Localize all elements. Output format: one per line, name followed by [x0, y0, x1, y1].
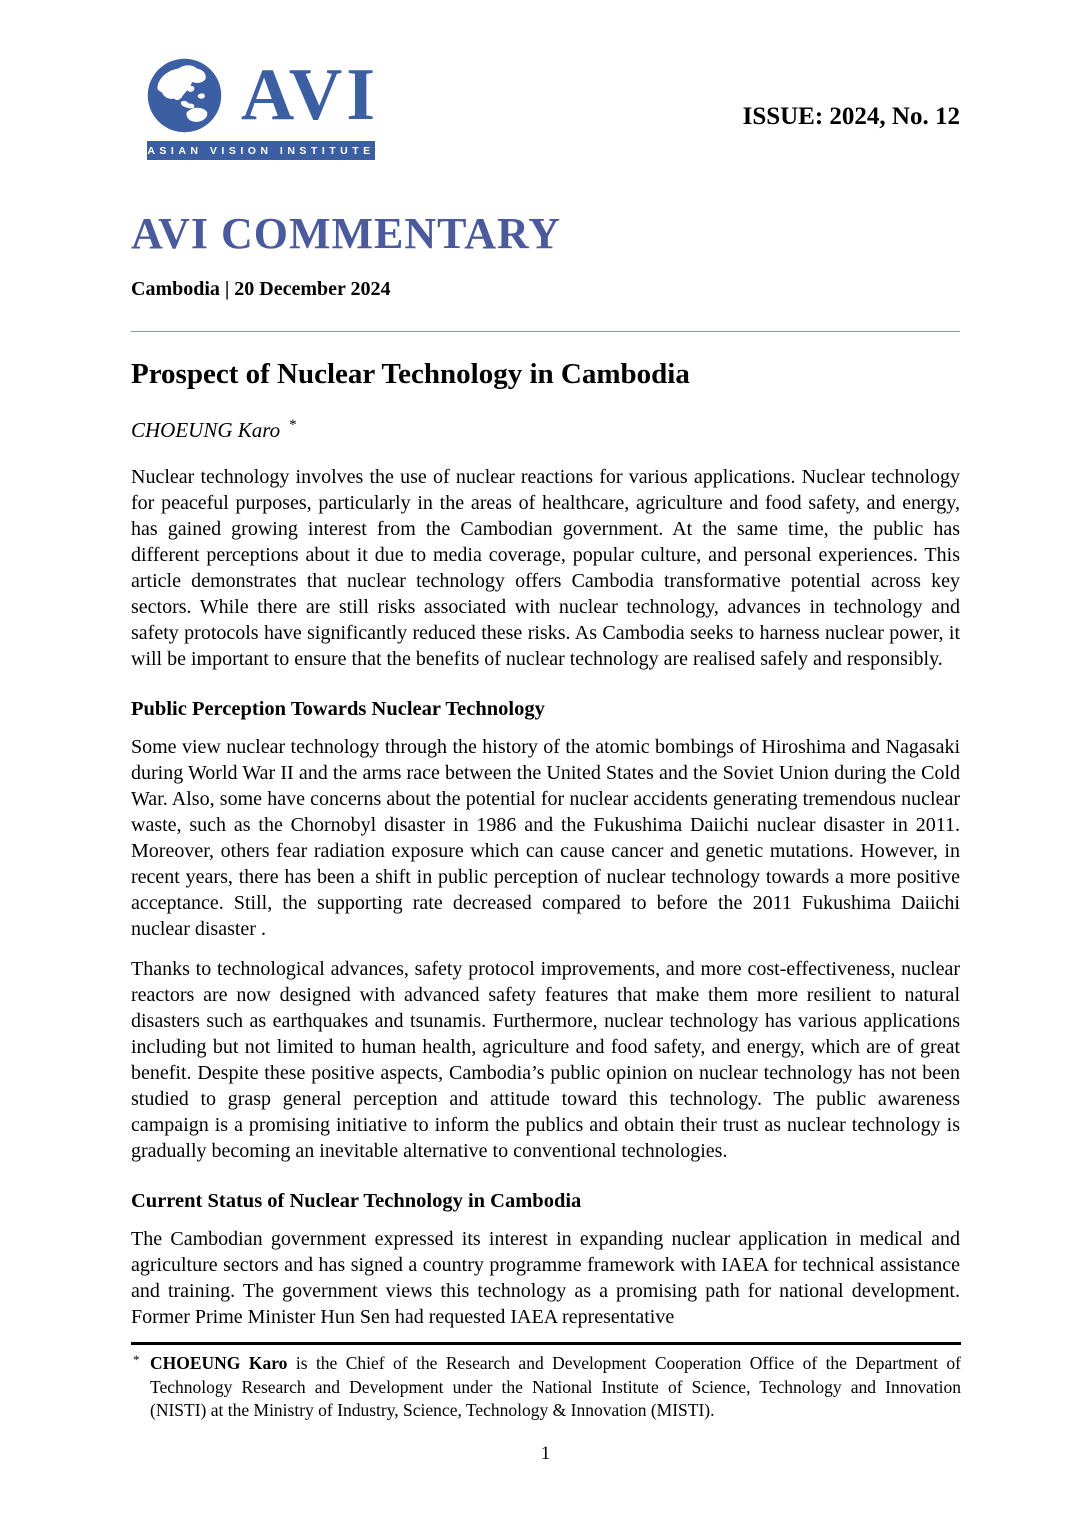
footnote [131, 1352, 961, 1423]
avi-logo-tagline-bar [147, 141, 375, 160]
article-title: Prospect of Nuclear Technology in Cambodia [131, 358, 690, 390]
author-name: CHOEUNG Karo [131, 418, 281, 442]
avi-logo-top [147, 53, 379, 136]
footnote-marker: * [133, 1352, 140, 1367]
page-number: 1 [540, 1443, 551, 1464]
author-line [131, 412, 960, 443]
page-header [131, 55, 960, 160]
section-heading-public-perception: Public Perception Towards Nuclear Technology [131, 698, 545, 720]
section-heading-current-status: Current Status of Nuclear Technology in Cambodia [131, 1190, 582, 1212]
masthead-title: AVI COMMENTARY [131, 209, 562, 258]
avi-logo-acronym: AVI [240, 53, 379, 136]
globe-icon [147, 58, 222, 133]
avi-logo [147, 53, 379, 160]
footnote-text: is the Chief of the Research and Development Cooperation Office of the Department of Technology Research and Development under the National Institute of Science, Technology and Innovation (NISTI) at the Ministry of Industry, Science, Technology & Innovation (MISTI). [150, 1353, 961, 1420]
intro-paragraph: Nuclear technology involves the use of nuclear reactions for various applications. Nuclear technology for peaceful purposes, particularly in the areas of healthcare, agriculture and food safety, and energy, has gained growing interest from the Cambodian government. At the same time, the public has different perceptions about it due to media coverage, popular culture, and personal experiences. This article demonstrates that nuclear technology offers Cambodia transformative potential across key sectors. While there are still risks associated with nuclear technology, advances in technology and safety protocols have significantly reduced these risks. As Cambodia seeks to harness nuclear power, it will be important to ensure that the benefits of nuclear technology are realised safely and responsibly. [131, 466, 960, 670]
dateline: Cambodia | 20 December 2024 [131, 278, 391, 300]
author-footnote-marker: * [289, 417, 297, 433]
avi-logo-tagline: ASIAN VISION INSTITUTE [147, 144, 375, 157]
public-perception-paragraph-1: Some view nuclear technology through the history of the atomic bombings of Hiroshima and Nagasaki during World War II and the arms race between the United States and the Soviet Union during the Cold War. Also, some have concerns about the potential for nuclear accidents generating tremendous nuclear waste, such as the Chornobyl disaster in 1986 and the Fukushima Daiichi nuclear disaster in 2011. Moreover, others fear radiation exposure which can cause cancer and genetic mutations. However, in recent years, there has been a shift in public perception of nuclear technology towards a more positive acceptance. Still, the supporting rate decreased compared to before the 2011 Fukushima Daiichi nuclear disaster . [131, 736, 960, 940]
header-divider [131, 331, 960, 332]
footnote-divider [131, 1342, 961, 1345]
footnote-author-name: CHOEUNG Karo [150, 1353, 288, 1373]
current-status-paragraph: The Cambodian government expressed its interest in expanding nuclear application in medical and agriculture sectors and has signed a country programme framework with IAEA for technical assistance and training. The government views this technology as a promising path for national development. Former Prime Minister Hun Sen had requested IAEA representative [131, 1228, 960, 1328]
issue-number: ISSUE: 2024, No. 12 [742, 103, 960, 130]
public-perception-paragraph-2: Thanks to technological advances, safety protocol improvements, and more cost-effectiveness, nuclear reactors are now designed with advanced safety features that make them more resilient to natural disasters such as earthquakes and tsunamis. Furthermore, nuclear technology has various applications including but not limited to human health, agriculture and food safety, and energy, which are of great benefit. Despite these positive aspects, Cambodia’s public opinion on nuclear technology has not been studied to grasp general perception and attitude toward this technology. The public awareness campaign is a promising initiative to inform the publics and obtain their trust as nuclear technology is gradually becoming an inevitable alternative to conventional technologies. [131, 958, 960, 1162]
